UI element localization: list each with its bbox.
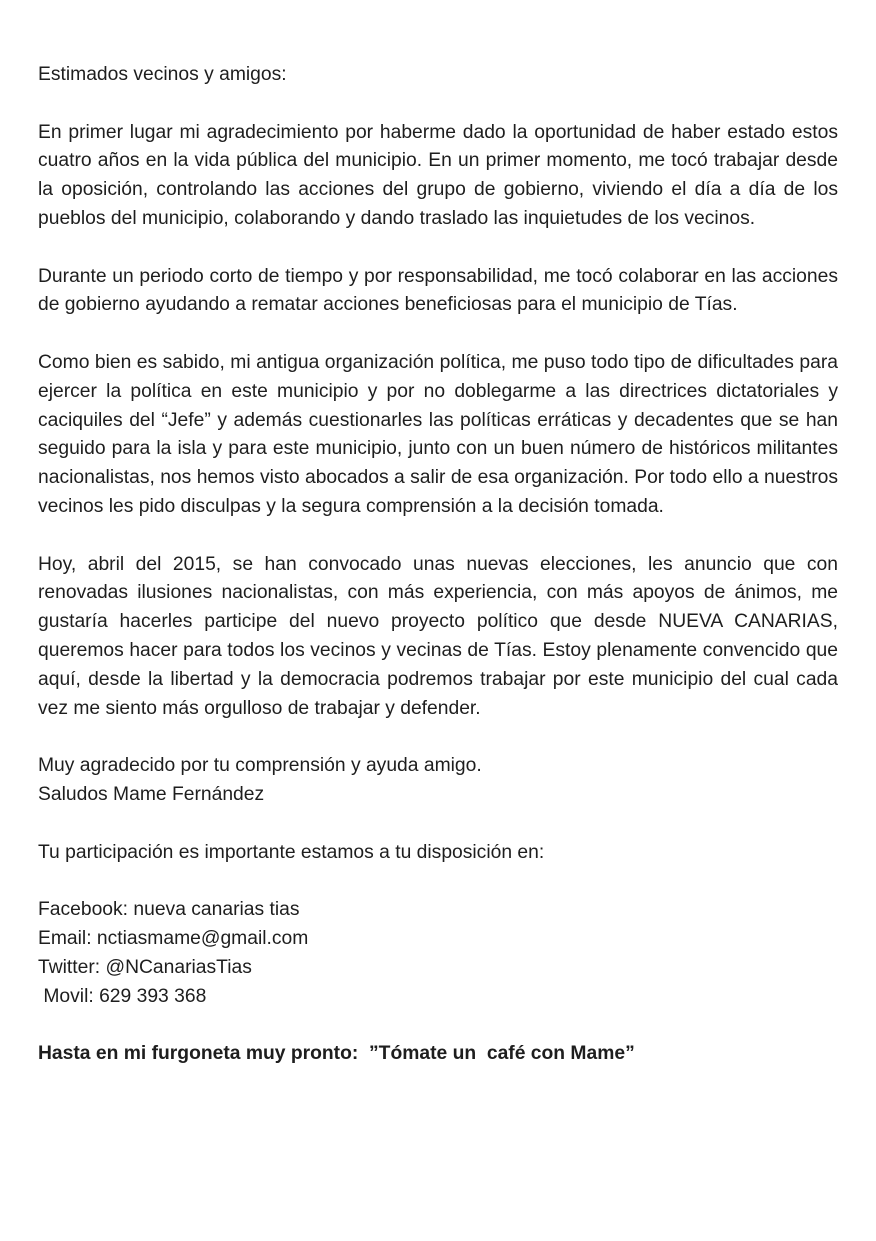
contact-list [38, 896, 838, 1011]
contact-facebook: Facebook: nueva canarias tias [38, 899, 300, 921]
signature: Saludos Mame Fernández [38, 783, 265, 805]
contact-email: Email: nctiasmame@gmail.com [38, 927, 309, 949]
contact-twitter: Twitter: @NCanariasTias [38, 956, 252, 978]
tagline: Hasta en mi furgoneta muy pronto: ”Tómate un café con Mame” [38, 1043, 635, 1065]
paragraph-former-organization: Como bien es sabido, mi antigua organización política, me puso todo tipo de dificultades para ejercer la política en este municipio y por no doblegarme a las directrices dictatoriales y caciquiles del “Jefe” y además cuestionarles las políticas erráticas y decadentes que se han seguido para la isla y para este municipio, junto con un buen número de históricos militantes nacionalistas, nos hemos visto abocados a salir de esa organización. Por todo ello a nuestros vecinos les pido disculpas y la segura comprensión a la decisión tomada. [38, 351, 838, 517]
contact-intro: Tu participación es importante estamos a tu disposición en: [38, 841, 545, 863]
letter-greeting: Estimados vecinos y amigos: [38, 64, 287, 85]
paragraph-elections: Hoy, abril del 2015, se han convocado unas nuevas elecciones, les anuncio que con renovadas ilusiones nacionalistas, con más experiencia, con más apoyos de ánimos, me gustaría hacerles participe del nuevo proyecto político que desde NUEVA CANARIAS, queremos hacer para todos los vecinos y vecinas de Tías. Estoy plenamente convencido que aquí, desde la libertad y la democracia podremos trabajar por este municipio del cual cada vez me siento más orgulloso de trabajar y defender. [38, 553, 838, 719]
contact-movil: Movil: 629 393 368 [38, 985, 207, 1007]
letter-document [38, 61, 838, 1098]
paragraph-gratitude: En primer lugar mi agradecimiento por haberme dado la oportunidad de haber estado estos cuatro años en la vida pública del municipio. En un primer momento, me tocó trabajar desde la oposición, controlando las acciones del grupo de gobierno, viviendo el día a día de los pueblos del municipio, colaborando y dando traslado las inquietudes de los vecinos. [38, 121, 838, 229]
closing-block [38, 752, 838, 810]
paragraph-government: Durante un periodo corto de tiempo y por responsabilidad, me tocó colaborar en las acciones de gobierno ayudando a rematar acciones beneficiosas para el municipio de Tías. [38, 265, 838, 316]
closing-thanks: Muy agradecido por tu comprensión y ayuda amigo. [38, 755, 482, 777]
